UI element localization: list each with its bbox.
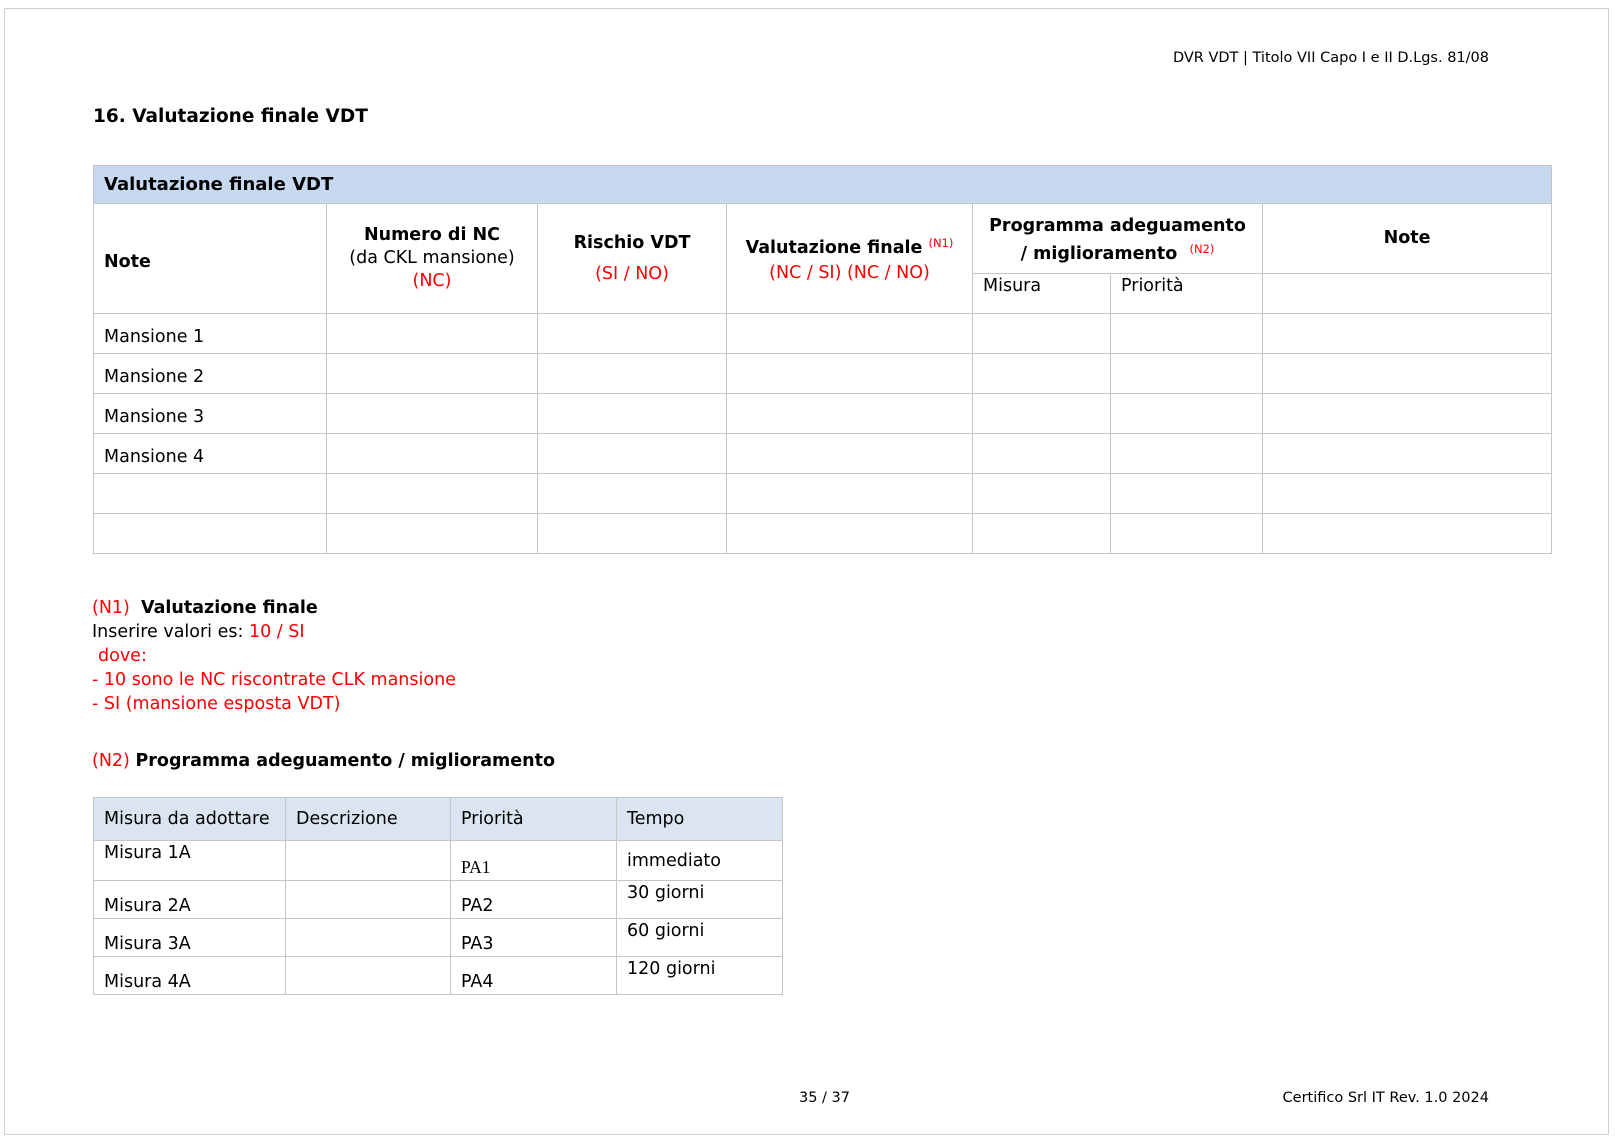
cell-nc[interactable] (327, 314, 538, 354)
cell-misura[interactable] (973, 354, 1111, 394)
note-n1-line3: - 10 sono le NC riscontrate CLK mansione (92, 670, 456, 690)
cell-descrizione[interactable] (286, 919, 451, 957)
cell-nc[interactable] (327, 514, 538, 554)
table-row (94, 314, 1552, 354)
note-n2-tag: (N2) (92, 751, 130, 771)
page-number: 35 / 37 (799, 1090, 851, 1106)
subheader-empty (1263, 274, 1552, 314)
row-label: Mansione 3 (94, 394, 327, 434)
cell-rischio[interactable] (538, 434, 727, 474)
cell-valutazione[interactable] (727, 514, 973, 554)
cell-note[interactable] (1263, 434, 1552, 474)
table-title: Valutazione finale VDT (94, 166, 1552, 204)
cell-valutazione[interactable] (727, 394, 973, 434)
table-row (94, 434, 1552, 474)
table-row (94, 514, 1552, 554)
note-n2-title: Programma adeguamento / miglioramento (135, 751, 555, 771)
cell-misura: Misura 1A (94, 841, 286, 881)
header-numero-nc (327, 204, 538, 314)
cell-priorita: PA3 (451, 919, 617, 957)
table-row (94, 841, 783, 881)
cell-priorita[interactable] (1111, 394, 1263, 434)
cell-tempo: 60 giorni (617, 919, 783, 957)
programma-header-row (94, 798, 783, 841)
header-priorita: Priorità (451, 798, 617, 841)
cell-misura: Misura 4A (94, 957, 286, 995)
cell-priorita[interactable] (1111, 434, 1263, 474)
cell-nc[interactable] (327, 354, 538, 394)
header-valutazione (727, 204, 973, 314)
header-valutazione-line1: Valutazione finale (745, 238, 923, 258)
cell-descrizione[interactable] (286, 957, 451, 995)
cell-misura: Misura 3A (94, 919, 286, 957)
cell-valutazione[interactable] (727, 474, 973, 514)
cell-rischio[interactable] (538, 394, 727, 434)
header-programma-sup: (N2) (1189, 242, 1215, 256)
cell-tempo: 30 giorni (617, 881, 783, 919)
cell-note[interactable] (1263, 474, 1552, 514)
table-row (94, 354, 1552, 394)
header-tempo: Tempo (617, 798, 783, 841)
header-programma-line1: Programma adeguamento (989, 216, 1246, 236)
note-n1-tag: (N1) (92, 598, 130, 618)
table-header-row (94, 204, 1552, 274)
header-rischio (538, 204, 727, 314)
cell-priorita[interactable] (1111, 314, 1263, 354)
cell-note[interactable] (1263, 314, 1552, 354)
cell-rischio[interactable] (538, 514, 727, 554)
cell-misura[interactable] (973, 314, 1111, 354)
cell-nc[interactable] (327, 474, 538, 514)
cell-misura[interactable] (973, 474, 1111, 514)
cell-priorita: PA2 (451, 881, 617, 919)
row-label[interactable] (94, 514, 327, 554)
cell-priorita[interactable] (1111, 514, 1263, 554)
header-nc-line3: (NC) (412, 271, 452, 291)
header-descrizione: Descrizione (286, 798, 451, 841)
cell-note[interactable] (1263, 354, 1552, 394)
note-n1-prefix: Inserire valori es: (92, 622, 244, 642)
header-note: Note (94, 204, 327, 314)
note-n2 (92, 751, 555, 771)
note-n1 (92, 596, 456, 716)
header-note-right: Note (1263, 204, 1552, 274)
cell-priorita: PA1 (451, 841, 617, 881)
cell-note[interactable] (1263, 394, 1552, 434)
cell-rischio[interactable] (538, 314, 727, 354)
page-header: DVR VDT | Titolo VII Capo I e II D.Lgs. 81/08 (1172, 50, 1489, 66)
header-programma (973, 204, 1263, 274)
footer-revision: Certifico Srl IT Rev. 1.0 2024 (1282, 1090, 1489, 1106)
row-label: Mansione 1 (94, 314, 327, 354)
header-valutazione-sup: (N1) (928, 236, 954, 250)
header-valutazione-line2: (NC / SI) (NC / NO) (769, 263, 930, 283)
table-row (94, 881, 783, 919)
cell-tempo: 120 giorni (617, 957, 783, 995)
section-title: 16. Valutazione finale VDT (93, 106, 368, 127)
row-label: Mansione 2 (94, 354, 327, 394)
cell-nc[interactable] (327, 394, 538, 434)
programma-table (93, 797, 783, 995)
table-title-row (94, 166, 1552, 204)
table-row (94, 394, 1552, 434)
cell-nc[interactable] (327, 434, 538, 474)
note-n1-title: Valutazione finale (141, 598, 318, 618)
note-n1-line4: - SI (mansione esposta VDT) (92, 694, 341, 714)
header-programma-line2: / miglioramento (1020, 244, 1178, 264)
cell-priorita[interactable] (1111, 474, 1263, 514)
cell-descrizione[interactable] (286, 841, 451, 881)
header-nc-line1: Numero di NC (363, 225, 501, 245)
header-nc-line2: (da CKL mansione) (349, 248, 515, 268)
subheader-priorita: Priorità (1111, 274, 1263, 314)
cell-priorita: PA4 (451, 957, 617, 995)
cell-misura[interactable] (973, 514, 1111, 554)
cell-valutazione[interactable] (727, 314, 973, 354)
cell-descrizione[interactable] (286, 881, 451, 919)
cell-tempo: immediato (617, 841, 783, 881)
cell-valutazione[interactable] (727, 354, 973, 394)
row-label[interactable] (94, 474, 327, 514)
cell-misura[interactable] (973, 434, 1111, 474)
cell-misura: Misura 2A (94, 881, 286, 919)
valutazione-table (93, 165, 1552, 554)
cell-note[interactable] (1263, 514, 1552, 554)
table-row (94, 919, 783, 957)
cell-rischio[interactable] (538, 474, 727, 514)
cell-valutazione[interactable] (727, 434, 973, 474)
table-row (94, 474, 1552, 514)
header-rischio-line1: Rischio VDT (573, 232, 691, 253)
note-n1-example: 10 / SI (248, 622, 305, 642)
header-misura-da-adottare: Misura da adottare (94, 798, 286, 841)
subheader-misura: Misura (973, 274, 1111, 314)
note-n1-dove: dove: (98, 646, 147, 666)
header-rischio-line2: (SI / NO) (595, 263, 669, 284)
table-row (94, 957, 783, 995)
cell-rischio[interactable] (538, 354, 727, 394)
row-label: Mansione 4 (94, 434, 327, 474)
cell-misura[interactable] (973, 394, 1111, 434)
cell-priorita[interactable] (1111, 354, 1263, 394)
